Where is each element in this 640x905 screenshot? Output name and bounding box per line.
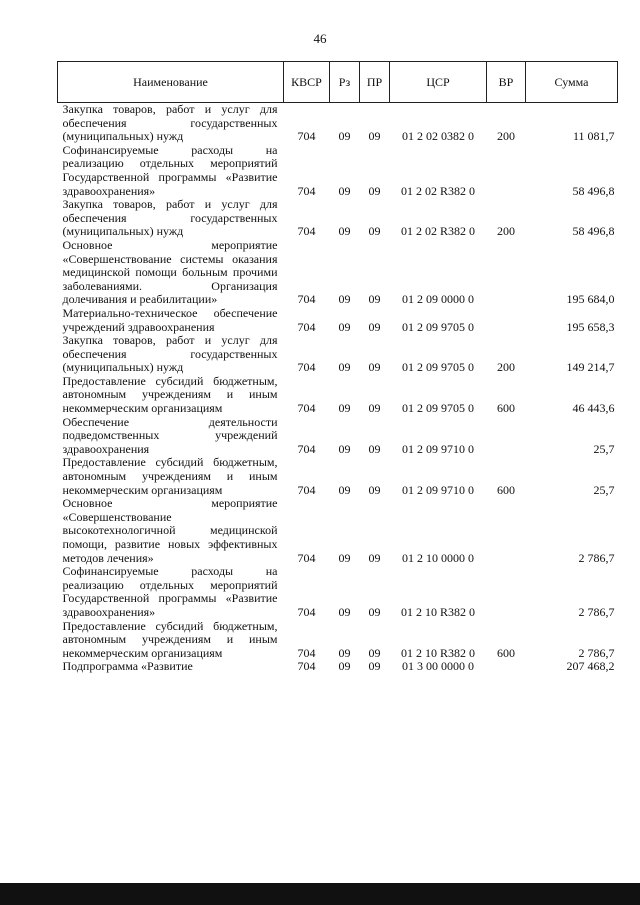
row-name: Подпрограмма «Развитие (62, 659, 193, 674)
row-csr: 01 2 09 0000 0 (402, 292, 474, 307)
row-rz: 09 (338, 224, 351, 239)
row-kvsr: 704 (297, 183, 316, 198)
row-csr: 01 2 10 0000 0 (402, 550, 474, 565)
row-csr: 01 2 09 9710 0 (402, 482, 474, 497)
page-number: 46 (313, 31, 327, 46)
row-vr (487, 307, 526, 334)
table-row (58, 497, 618, 565)
row-sum: 25,7 (593, 441, 615, 456)
row-csr: 01 2 10 R382 0 (400, 645, 475, 660)
header-vr: ВР (487, 62, 526, 103)
row-sum: 207 468,2 (566, 659, 615, 674)
row-name: Материально-техническое обеспечение учреждений здравоохранения (62, 305, 278, 334)
row-vr: 200 (497, 224, 515, 239)
row-kvsr: 704 (297, 604, 316, 619)
row-vr: 600 (497, 401, 515, 416)
table-row (58, 375, 618, 416)
budget-table (57, 61, 618, 674)
row-csr: 01 2 02 0382 0 (402, 129, 474, 144)
row-name: Основное мероприятие «Совершенствование высокотехнологичной медицинской помощи, развитие новых эффективных методов лечения» (62, 496, 278, 565)
header-rz: Рз (330, 62, 360, 103)
table-row (58, 565, 618, 619)
row-pr: 09 (368, 441, 381, 456)
row-rz: 09 (338, 645, 351, 660)
row-csr: 01 2 02 R382 0 (400, 224, 475, 239)
row-pr: 09 (368, 401, 381, 416)
row-name: Основное мероприятие «Совершенствование системы оказания медицинской помощи больным прочими заболеваниями. Организация долечивания и реабилитации» (62, 237, 278, 307)
row-pr: 09 (368, 292, 381, 307)
table-row (58, 103, 618, 144)
row-vr (487, 239, 526, 307)
row-csr: 01 2 09 9710 0 (402, 441, 474, 456)
table-row (58, 456, 618, 497)
header-name: Наименование (58, 62, 284, 103)
row-vr: 600 (497, 645, 515, 660)
row-rz: 09 (338, 604, 351, 619)
row-kvsr: 704 (297, 129, 316, 144)
row-vr: 600 (497, 482, 515, 497)
row-rz: 09 (338, 550, 351, 565)
table-row (58, 620, 618, 661)
row-pr: 09 (368, 360, 381, 375)
header-sum: Сумма (526, 62, 618, 103)
row-kvsr: 704 (297, 401, 316, 416)
row-rz: 09 (338, 441, 351, 456)
row-pr: 09 (368, 129, 381, 144)
table-row (58, 660, 618, 674)
row-pr: 09 (368, 183, 381, 198)
row-name: Предоставление субсидий бюджетным, автономным учреждениям и иным некоммерческим организациям (62, 373, 278, 416)
header-csr: ЦСР (390, 62, 487, 103)
row-name: Обеспечение деятельности подведомственных учреждений здравоохранения (62, 414, 278, 456)
header-pr: ПР (360, 62, 390, 103)
row-sum: 25,7 (593, 482, 615, 497)
row-sum: 46 443,6 (572, 401, 615, 416)
table-row (58, 144, 618, 198)
row-kvsr: 704 (297, 645, 316, 660)
row-rz: 09 (338, 659, 351, 674)
row-rz: 09 (338, 401, 351, 416)
row-kvsr: 704 (297, 441, 316, 456)
row-pr: 09 (368, 604, 381, 619)
row-kvsr: 704 (297, 550, 316, 565)
row-pr: 09 (368, 550, 381, 565)
row-kvsr: 704 (297, 659, 316, 674)
header-kvsr: КВСР (284, 62, 330, 103)
row-vr (487, 497, 526, 565)
row-vr (487, 660, 526, 674)
row-kvsr: 704 (297, 482, 316, 497)
table-row (58, 307, 618, 334)
table-row (58, 239, 618, 307)
row-sum: 58 496,8 (572, 224, 615, 239)
row-kvsr: 704 (297, 292, 316, 307)
row-sum: 2 786,7 (578, 604, 615, 619)
row-sum: 195 658,3 (566, 319, 615, 334)
row-rz: 09 (338, 319, 351, 334)
table-row (58, 198, 618, 239)
row-kvsr: 704 (297, 319, 316, 334)
row-rz: 09 (338, 292, 351, 307)
table-row (58, 416, 618, 457)
table-row (58, 334, 618, 375)
row-vr (487, 416, 526, 457)
row-csr: 01 2 09 9705 0 (402, 319, 474, 334)
row-pr: 09 (368, 319, 381, 334)
row-kvsr: 704 (297, 224, 316, 239)
row-sum: 149 214,7 (566, 360, 615, 375)
row-rz: 09 (338, 482, 351, 497)
row-rz: 09 (338, 360, 351, 375)
row-rz: 09 (338, 183, 351, 198)
row-sum: 2 786,7 (578, 550, 615, 565)
row-csr: 01 2 09 9705 0 (402, 360, 474, 375)
row-kvsr: 704 (297, 360, 316, 375)
row-pr: 09 (368, 645, 381, 660)
row-csr: 01 3 00 0000 0 (402, 659, 474, 674)
row-name: Софинансируемые расходы на реализацию отдельных мероприятий Государственной программы «Развитие здравоохранения» (62, 564, 278, 619)
row-name: Закупка товаров, работ и услуг для обеспечения государственных (муниципальных) нужд (62, 333, 278, 375)
row-csr: 01 2 02 R382 0 (400, 183, 475, 198)
row-vr (487, 565, 526, 619)
scan-edge-bar (0, 883, 640, 905)
row-vr (487, 144, 526, 198)
row-name: Закупка товаров, работ и услуг для обеспечения государственных (муниципальных) нужд (62, 102, 278, 144)
table-header-row (58, 62, 618, 103)
row-name: Софинансируемые расходы на реализацию отдельных мероприятий Государственной программы «Развитие здравоохранения» (62, 142, 278, 198)
row-pr: 09 (368, 659, 381, 674)
row-pr: 09 (368, 224, 381, 239)
row-vr: 200 (497, 360, 515, 375)
row-sum: 11 081,7 (572, 129, 615, 144)
row-csr: 01 2 10 R382 0 (400, 604, 475, 619)
row-vr: 200 (497, 129, 515, 144)
row-sum: 58 496,8 (572, 183, 615, 198)
table-body (58, 103, 618, 674)
row-sum: 2 786,7 (578, 645, 615, 660)
row-pr: 09 (368, 482, 381, 497)
row-name: Закупка товаров, работ и услуг для обеспечения государственных (муниципальных) нужд (62, 197, 278, 239)
row-csr: 01 2 09 9705 0 (402, 401, 474, 416)
row-name: Предоставление субсидий бюджетным, автономным учреждениям и иным некоммерческим организациям (62, 455, 278, 497)
row-name: Предоставление субсидий бюджетным, автономным учреждениям и иным некоммерческим организациям (62, 618, 278, 660)
row-rz: 09 (338, 129, 351, 144)
row-sum: 195 684,0 (566, 292, 615, 307)
